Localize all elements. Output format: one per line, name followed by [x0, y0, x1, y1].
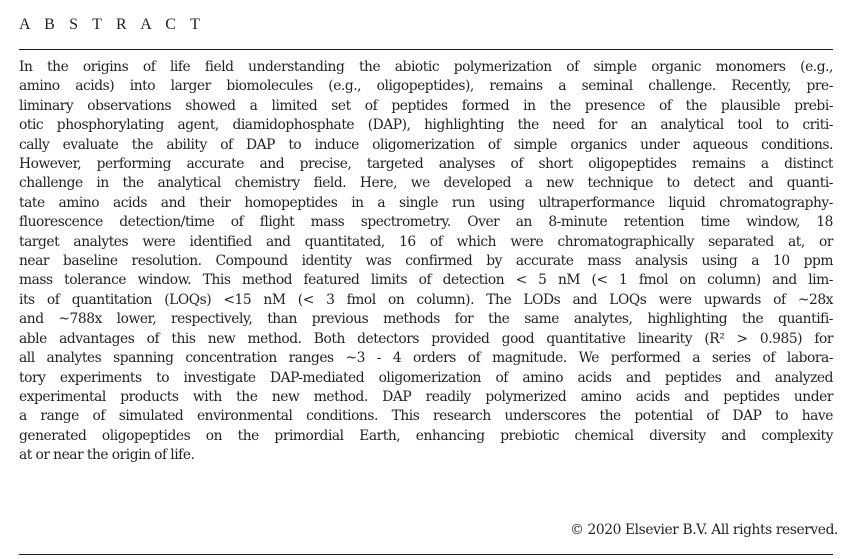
- abstract-line: experimental products with the new method. DAP readily polymerized amino acids and peptides under: [19, 388, 833, 405]
- abstract-line: In the origins of life field understanding the abiotic polymerization of simple organic monomers (e.g.,: [19, 59, 833, 75]
- abstract-body: [19, 58, 833, 466]
- abstract-line: amino acids) into larger biomolecules (e.g., oligopeptides), remains a seminal challenge. Recently, pre-: [19, 78, 833, 95]
- abstract-line: fluorescence detection/time of flight mass spectrometry. Over an 8-minute retention time window, 18: [19, 214, 833, 231]
- abstract-line: tate amino acids and their homopeptides in a single run using ultraperformance liquid chromatography-: [19, 194, 833, 211]
- abstract-line: and ~788x lower, respectively, than previous methods for the same analytes, highlighting the quantifi-: [19, 311, 833, 328]
- abstract-line: all analytes spanning concentration ranges ~3 - 4 orders of magnitude. We performed a series of labora-: [19, 350, 833, 367]
- section-heading: A B S T R A C T: [19, 16, 206, 33]
- abstract-line: liminary observations showed a limited set of peptides formed in the presence of the plausible prebi-: [19, 97, 833, 114]
- abstract-line: mass tolerance window. This method featured limits of detection < 5 nM (< 1 fmol on column) and lim-: [19, 272, 833, 289]
- abstract-line: near baseline resolution. Compound identity was confirmed by accurate mass analysis using a 10 ppm: [19, 253, 833, 270]
- abstract-line: able advantages of this new method. Both detectors provided good quantitative linearity (R² > 0.985) for: [19, 330, 833, 347]
- abstract-line: challenge in the analytical chemistry field. Here, we developed a new technique to detect and quanti-: [19, 175, 833, 192]
- abstract-line: tory experiments to investigate DAP-mediated oligomerization of amino acids and peptides and analyzed: [19, 369, 833, 386]
- abstract-line: at or near the origin of life.: [19, 447, 195, 464]
- abstract-line: target analytes were identified and quantitated, 16 of which were chromatographically separated at, or: [19, 233, 833, 250]
- bottom-divider: [19, 554, 833, 555]
- abstract-line: However, performing accurate and precise, targeted analyses of short oligopeptides remains a distinct: [19, 156, 833, 173]
- abstract-line: generated oligopeptides on the primordial Earth, enhancing prebiotic chemical diversity and complexity: [19, 427, 833, 444]
- abstract-line: otic phosphorylating agent, diamidophosphate (DAP), highlighting the need for an analytical tool to criti-: [19, 117, 833, 134]
- abstract-line: its of quantitation (LOQs) <15 nM (< 3 fmol on column). The LODs and LOQs were upwards of ~28x: [19, 291, 833, 308]
- top-divider: [19, 49, 833, 50]
- copyright-notice: © 2020 Elsevier B.V. All rights reserved.: [570, 522, 838, 538]
- abstract-line: a range of simulated environmental conditions. This research underscores the potential of DAP to have: [19, 408, 833, 425]
- abstract-line: cally evaluate the ability of DAP to induce oligomerization of simple organics under aqueous conditions.: [19, 136, 833, 153]
